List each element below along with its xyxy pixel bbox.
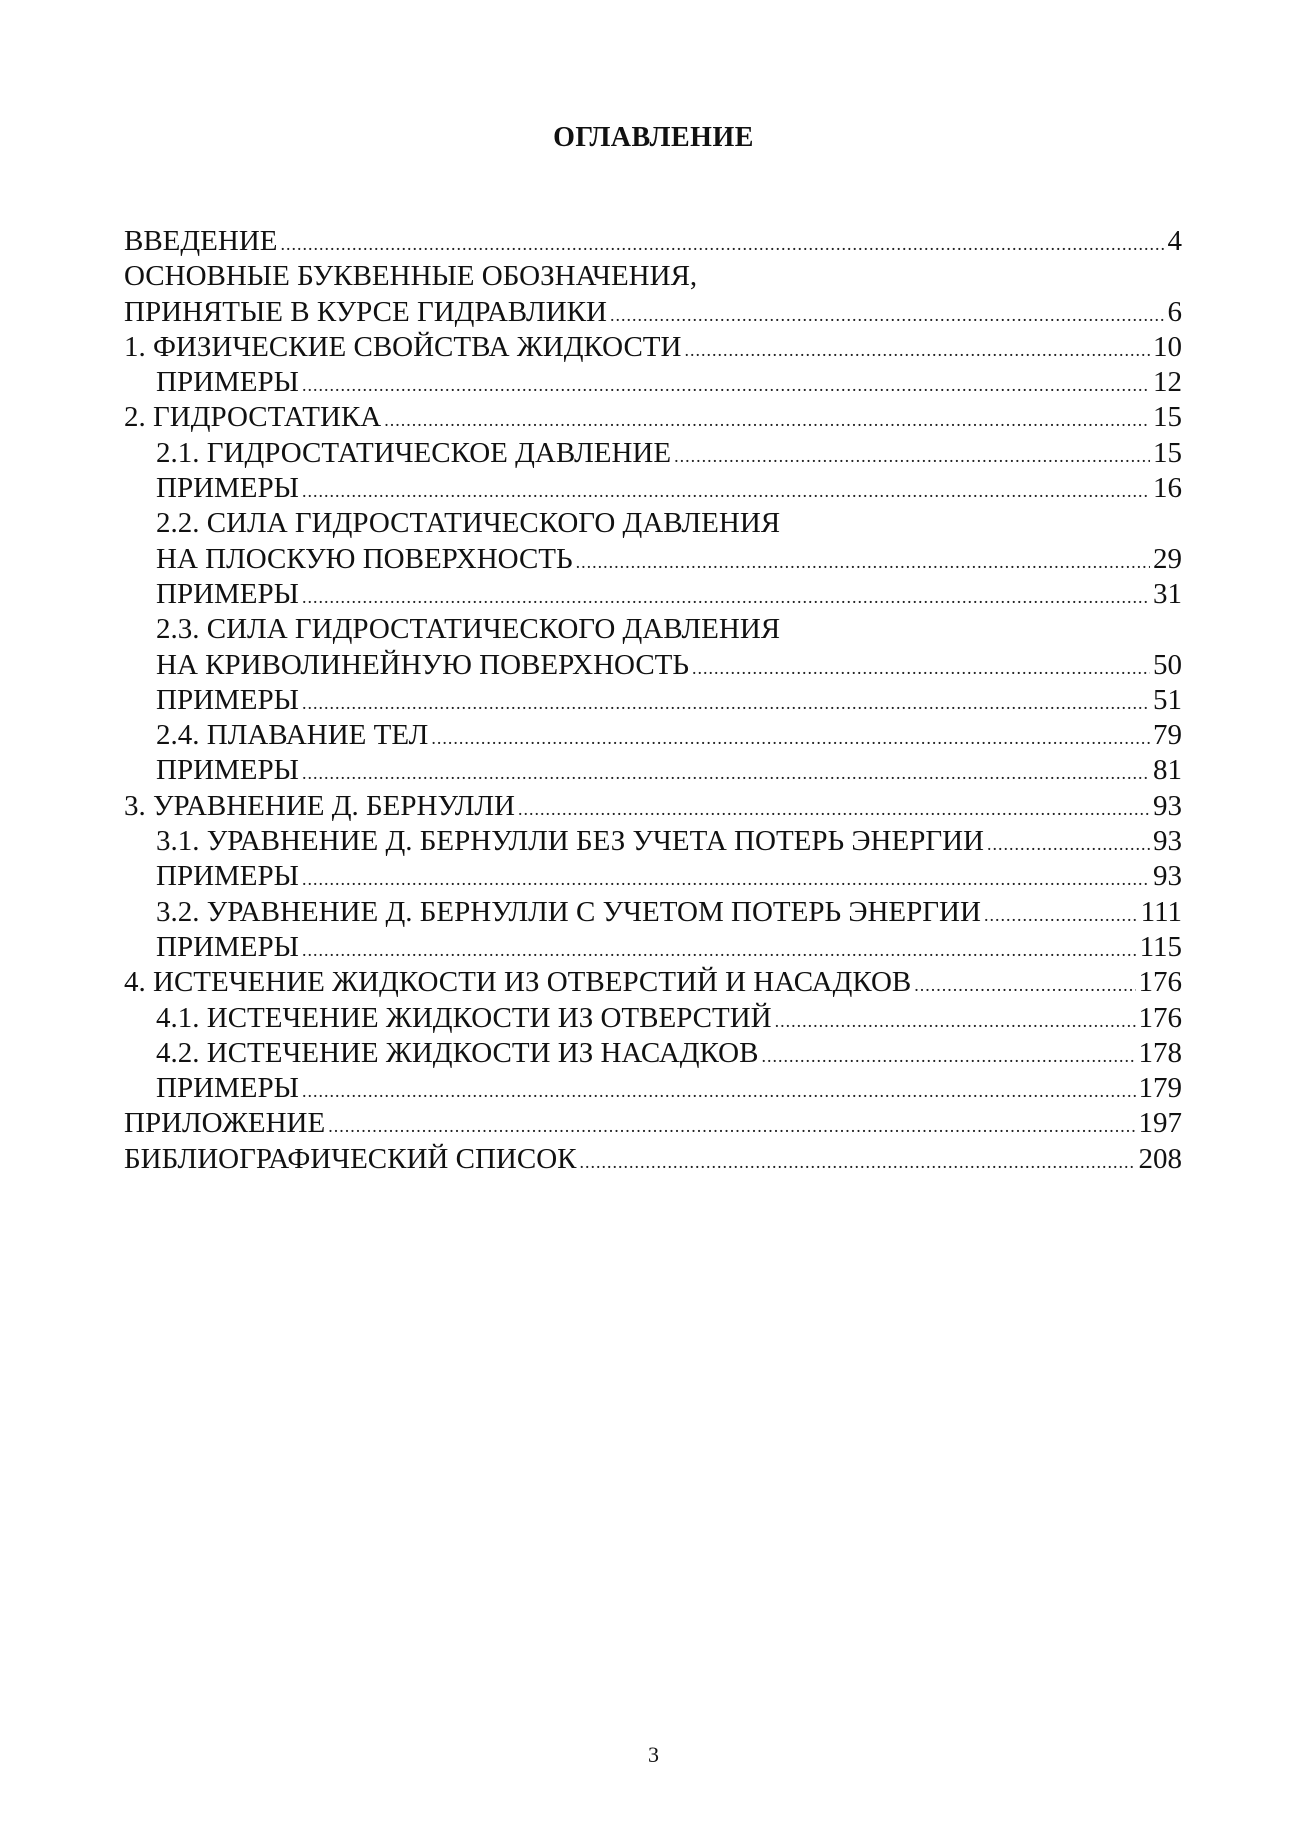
toc-entry [124, 859, 1182, 894]
toc-entry-title: 2. ГИДРОСТАТИКА [124, 401, 382, 434]
toc-entry [124, 895, 1182, 930]
toc-entry-title: НА ПЛОСКУЮ ПОВЕРХНОСТЬ [156, 542, 573, 575]
toc-entry-page: 50 [1153, 648, 1182, 681]
toc-entry [124, 471, 1182, 506]
dot-leader [674, 439, 1150, 471]
toc-entry-page: 6 [1167, 295, 1182, 328]
toc-entry-title: ПРИМЕРЫ [156, 930, 299, 963]
toc-entry [124, 400, 1182, 435]
toc-entry [124, 1071, 1182, 1106]
dot-leader [684, 333, 1150, 365]
toc-entry [124, 718, 1182, 753]
toc-entry [124, 295, 1182, 330]
toc-entry-page: 115 [1139, 930, 1182, 963]
dot-leader [692, 651, 1150, 683]
toc-entry [124, 542, 1182, 577]
toc-entry-title: 4.2. ИСТЕЧЕНИЕ ЖИДКОСТИ ИЗ НАСАДКОВ [156, 1036, 759, 1069]
toc-entry [124, 330, 1182, 365]
toc-entry-page: 15 [1153, 436, 1182, 469]
dot-leader [302, 1074, 1136, 1106]
dot-leader [987, 827, 1150, 859]
toc-entry-title: ОСНОВНЫЕ БУКВЕННЫЕ ОБОЗНАЧЕНИЯ, [124, 260, 698, 293]
toc-entry [124, 506, 1182, 541]
page-title: ОГЛАВЛЕНИЕ [553, 122, 754, 153]
dot-leader [761, 1039, 1135, 1071]
toc-entry-title: 3. УРАВНЕНИЕ Д. БЕРНУЛЛИ [124, 789, 516, 822]
toc-entry-title: 2.1. ГИДРОСТАТИЧЕСКОЕ ДАВЛЕНИЕ [156, 436, 672, 469]
toc-entry-title: 1. ФИЗИЧЕСКИЕ СВОЙСТВА ЖИДКОСТИ [124, 330, 682, 363]
toc-entry-page: 178 [1138, 1036, 1182, 1069]
toc-entry-title: ПРИМЕРЫ [156, 860, 299, 893]
toc-entry-title: 2.4. ПЛАВАНИЕ ТЕЛ [156, 719, 429, 752]
toc-entry-title: 3.1. УРАВНЕНИЕ Д. БЕРНУЛЛИ БЕЗ УЧЕТА ПОТЕРЬ ЭНЕРГИИ [156, 825, 984, 858]
toc-entry-title: ПРИМЕРЫ [156, 472, 299, 505]
toc-entry [124, 1142, 1182, 1177]
toc-entry-page: 81 [1153, 754, 1182, 787]
toc-entry [124, 365, 1182, 400]
dot-leader [281, 227, 1165, 259]
toc-entry [124, 436, 1182, 471]
toc-entry [124, 753, 1182, 788]
toc-entry-title: 3.2. УРАВНЕНИЕ Д. БЕРНУЛЛИ С УЧЕТОМ ПОТЕРЬ ЭНЕРГИИ [156, 895, 981, 928]
dot-leader [302, 580, 1150, 612]
toc-entry-page: 93 [1153, 789, 1182, 822]
dot-leader [610, 298, 1165, 330]
toc-entry-title: ПРИМЕРЫ [156, 754, 299, 787]
toc-entry-page: 29 [1153, 542, 1182, 575]
toc-entry-page: 111 [1140, 895, 1182, 928]
toc-entry-title: ВВЕДЕНИЕ [124, 225, 278, 257]
dot-leader [302, 862, 1150, 894]
toc-entry [124, 683, 1182, 718]
toc-entry [124, 824, 1182, 859]
toc-entry-page: 12 [1153, 366, 1182, 399]
dot-leader [302, 933, 1137, 965]
toc-entry-title: ПРИМЕРЫ [156, 577, 299, 610]
toc-entry-page: 79 [1153, 719, 1182, 752]
toc-entry-page: 197 [1138, 1107, 1182, 1140]
toc-entry-title: 4.1. ИСТЕЧЕНИЕ ЖИДКОСТИ ИЗ ОТВЕРСТИЙ [156, 1001, 772, 1034]
dot-leader [914, 968, 1135, 1000]
toc-entry-title: ПРИНЯТЫЕ В КУРСЕ ГИДРАВЛИКИ [124, 295, 607, 328]
toc-entry-title: ПРИМЕРЫ [156, 683, 299, 716]
dot-leader [302, 368, 1150, 400]
toc-entry-page: 93 [1153, 825, 1182, 858]
toc-entry-title: БИБЛИОГРАФИЧЕСКИЙ СПИСОК [124, 1142, 577, 1175]
toc-entry-title: 2.2. СИЛА ГИДРОСТАТИЧЕСКОГО ДАВЛЕНИЯ [156, 507, 781, 540]
toc-entry [124, 612, 1182, 647]
page-number: 3 [648, 1742, 659, 1767]
toc-entry [124, 789, 1182, 824]
toc-entry-title: НА КРИВОЛИНЕЙНУЮ ПОВЕРХНОСТЬ [156, 648, 690, 681]
toc-entry-page: 4 [1167, 225, 1182, 257]
toc-entry [124, 1106, 1182, 1141]
dot-leader [328, 1109, 1135, 1141]
toc-entry-page: 176 [1138, 1001, 1182, 1034]
toc-entry [124, 930, 1182, 965]
dot-leader [384, 403, 1150, 435]
toc-entry-page: 10 [1153, 330, 1182, 363]
dot-leader [518, 792, 1150, 824]
dot-leader [576, 545, 1150, 577]
toc-entry [124, 965, 1182, 1000]
toc-entry-page: 93 [1153, 860, 1182, 893]
toc-entry-page: 208 [1138, 1142, 1182, 1175]
toc-entry-page: 16 [1153, 472, 1182, 505]
toc-entry [124, 224, 1182, 259]
toc-entry-title: 4. ИСТЕЧЕНИЕ ЖИДКОСТИ ИЗ ОТВЕРСТИЙ И НАСАДКОВ [124, 966, 912, 999]
toc-entry-page: 15 [1153, 401, 1182, 434]
toc-entry [124, 648, 1182, 683]
toc-entry-page: 176 [1138, 966, 1182, 999]
dot-leader [302, 756, 1150, 788]
toc-entry [124, 1036, 1182, 1071]
dot-leader [302, 686, 1150, 718]
toc-entry-title: 2.3. СИЛА ГИДРОСТАТИЧЕСКОГО ДАВЛЕНИЯ [156, 613, 781, 646]
dot-leader [302, 474, 1150, 506]
toc-entry-page: 51 [1153, 683, 1182, 716]
toc-entry-page: 179 [1138, 1072, 1182, 1105]
toc-entry [124, 1001, 1182, 1036]
toc-entry-title: ПРИМЕРЫ [156, 366, 299, 399]
dot-leader [984, 898, 1138, 930]
dot-leader [775, 1004, 1136, 1036]
toc-entry [124, 577, 1182, 612]
dot-leader [579, 1145, 1135, 1177]
toc-entry-title: ПРИМЕРЫ [156, 1072, 299, 1105]
toc-entry-title: ПРИЛОЖЕНИЕ [124, 1107, 326, 1140]
toc-entry-page: 31 [1153, 577, 1182, 610]
dot-leader [431, 721, 1150, 753]
table-of-contents [124, 224, 1182, 1177]
toc-entry [124, 259, 1182, 294]
